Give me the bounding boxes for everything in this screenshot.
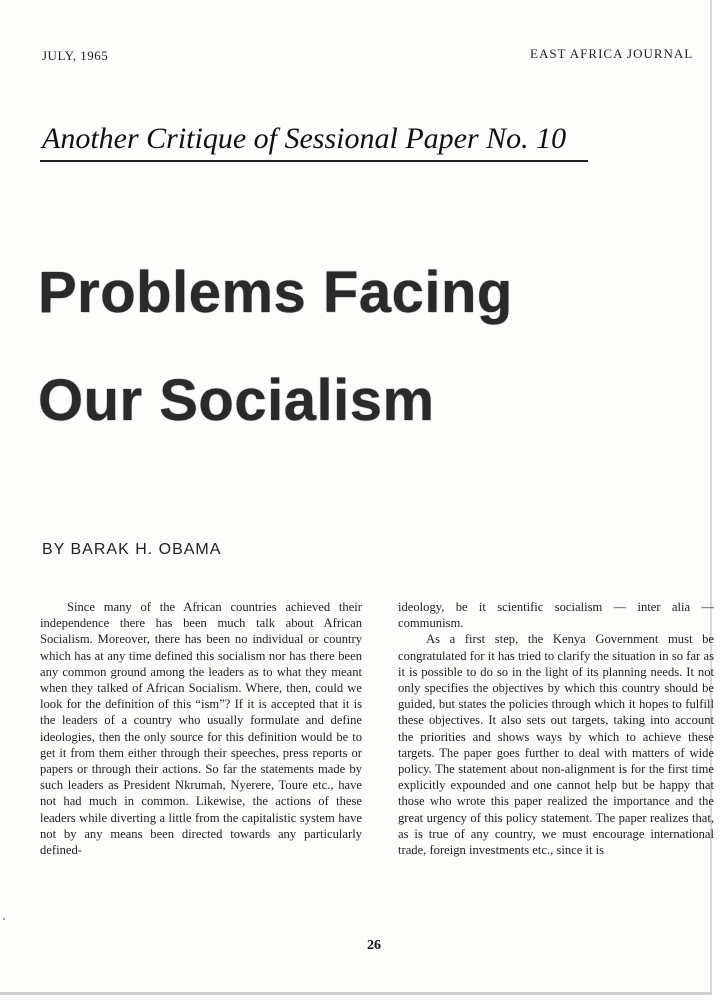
headline-line-1: Problems Facing [38,260,513,325]
page-number: 26 [367,938,381,953]
kicker-underline [40,160,588,162]
body-paragraph: Since many of the African countries achieved their independence there has been much talk about African Socialism. Moreover, there has been no individual or country which has at any time defined this socialism nor has there been any common ground among the leaders as to what they meant when they talked of African Socialism. Where, then, could we look for the definition of this “ism”? If it is accepted that it is the leaders of a country who usually formulate and define ideologies, then the only source for this definition would be to get it from them either through their speeches, press reports or papers or through their actions. So far the statements made by such leaders as President Nkrumah, Nyerere, Toure etc., have not had much in common. Likewise, the actions of these leaders while diverting a little from the capitalistic system have not by any means been directed towards any particularly defined- [40,600,362,858]
issue-date: JULY, 1965 [42,48,109,63]
byline: BY BARAK H. OBAMA [42,541,222,558]
scan-speck [3,918,5,920]
body-column-right [398,599,714,858]
body-paragraph: As a first step, the Kenya Government must be congratulated for it has tried to clarify the situation in so far as it is possible to do so in the light of its planning needs. It not only specifies the objectives by which this country should be guided, but states the policies through which it hopes to fulfill these objectives. It also sets out targets, taking into account the priorities and shows ways by which to achieve these targets. The paper goes further to deal with matters of wide policy. The statement about non-alignment is for the first time explicitly expounded and one cannot help but be happy that those who wrote this paper realized the importance and the great urgency of this policy statement. The paper realizes that, as is true of any country, we must encourage international trade, foreign investments etc., since it is [398,632,714,858]
article-kicker: Another Critique of Sessional Paper No. 10 [42,122,567,155]
body-column-left [40,599,362,858]
headline-line-2: Our Socialism [38,368,435,433]
journal-name: EAST AFRICA JOURNAL [530,46,694,61]
body-paragraph-continued: ideology, be it scientific socialism — inter alia — communism. [398,600,714,631]
